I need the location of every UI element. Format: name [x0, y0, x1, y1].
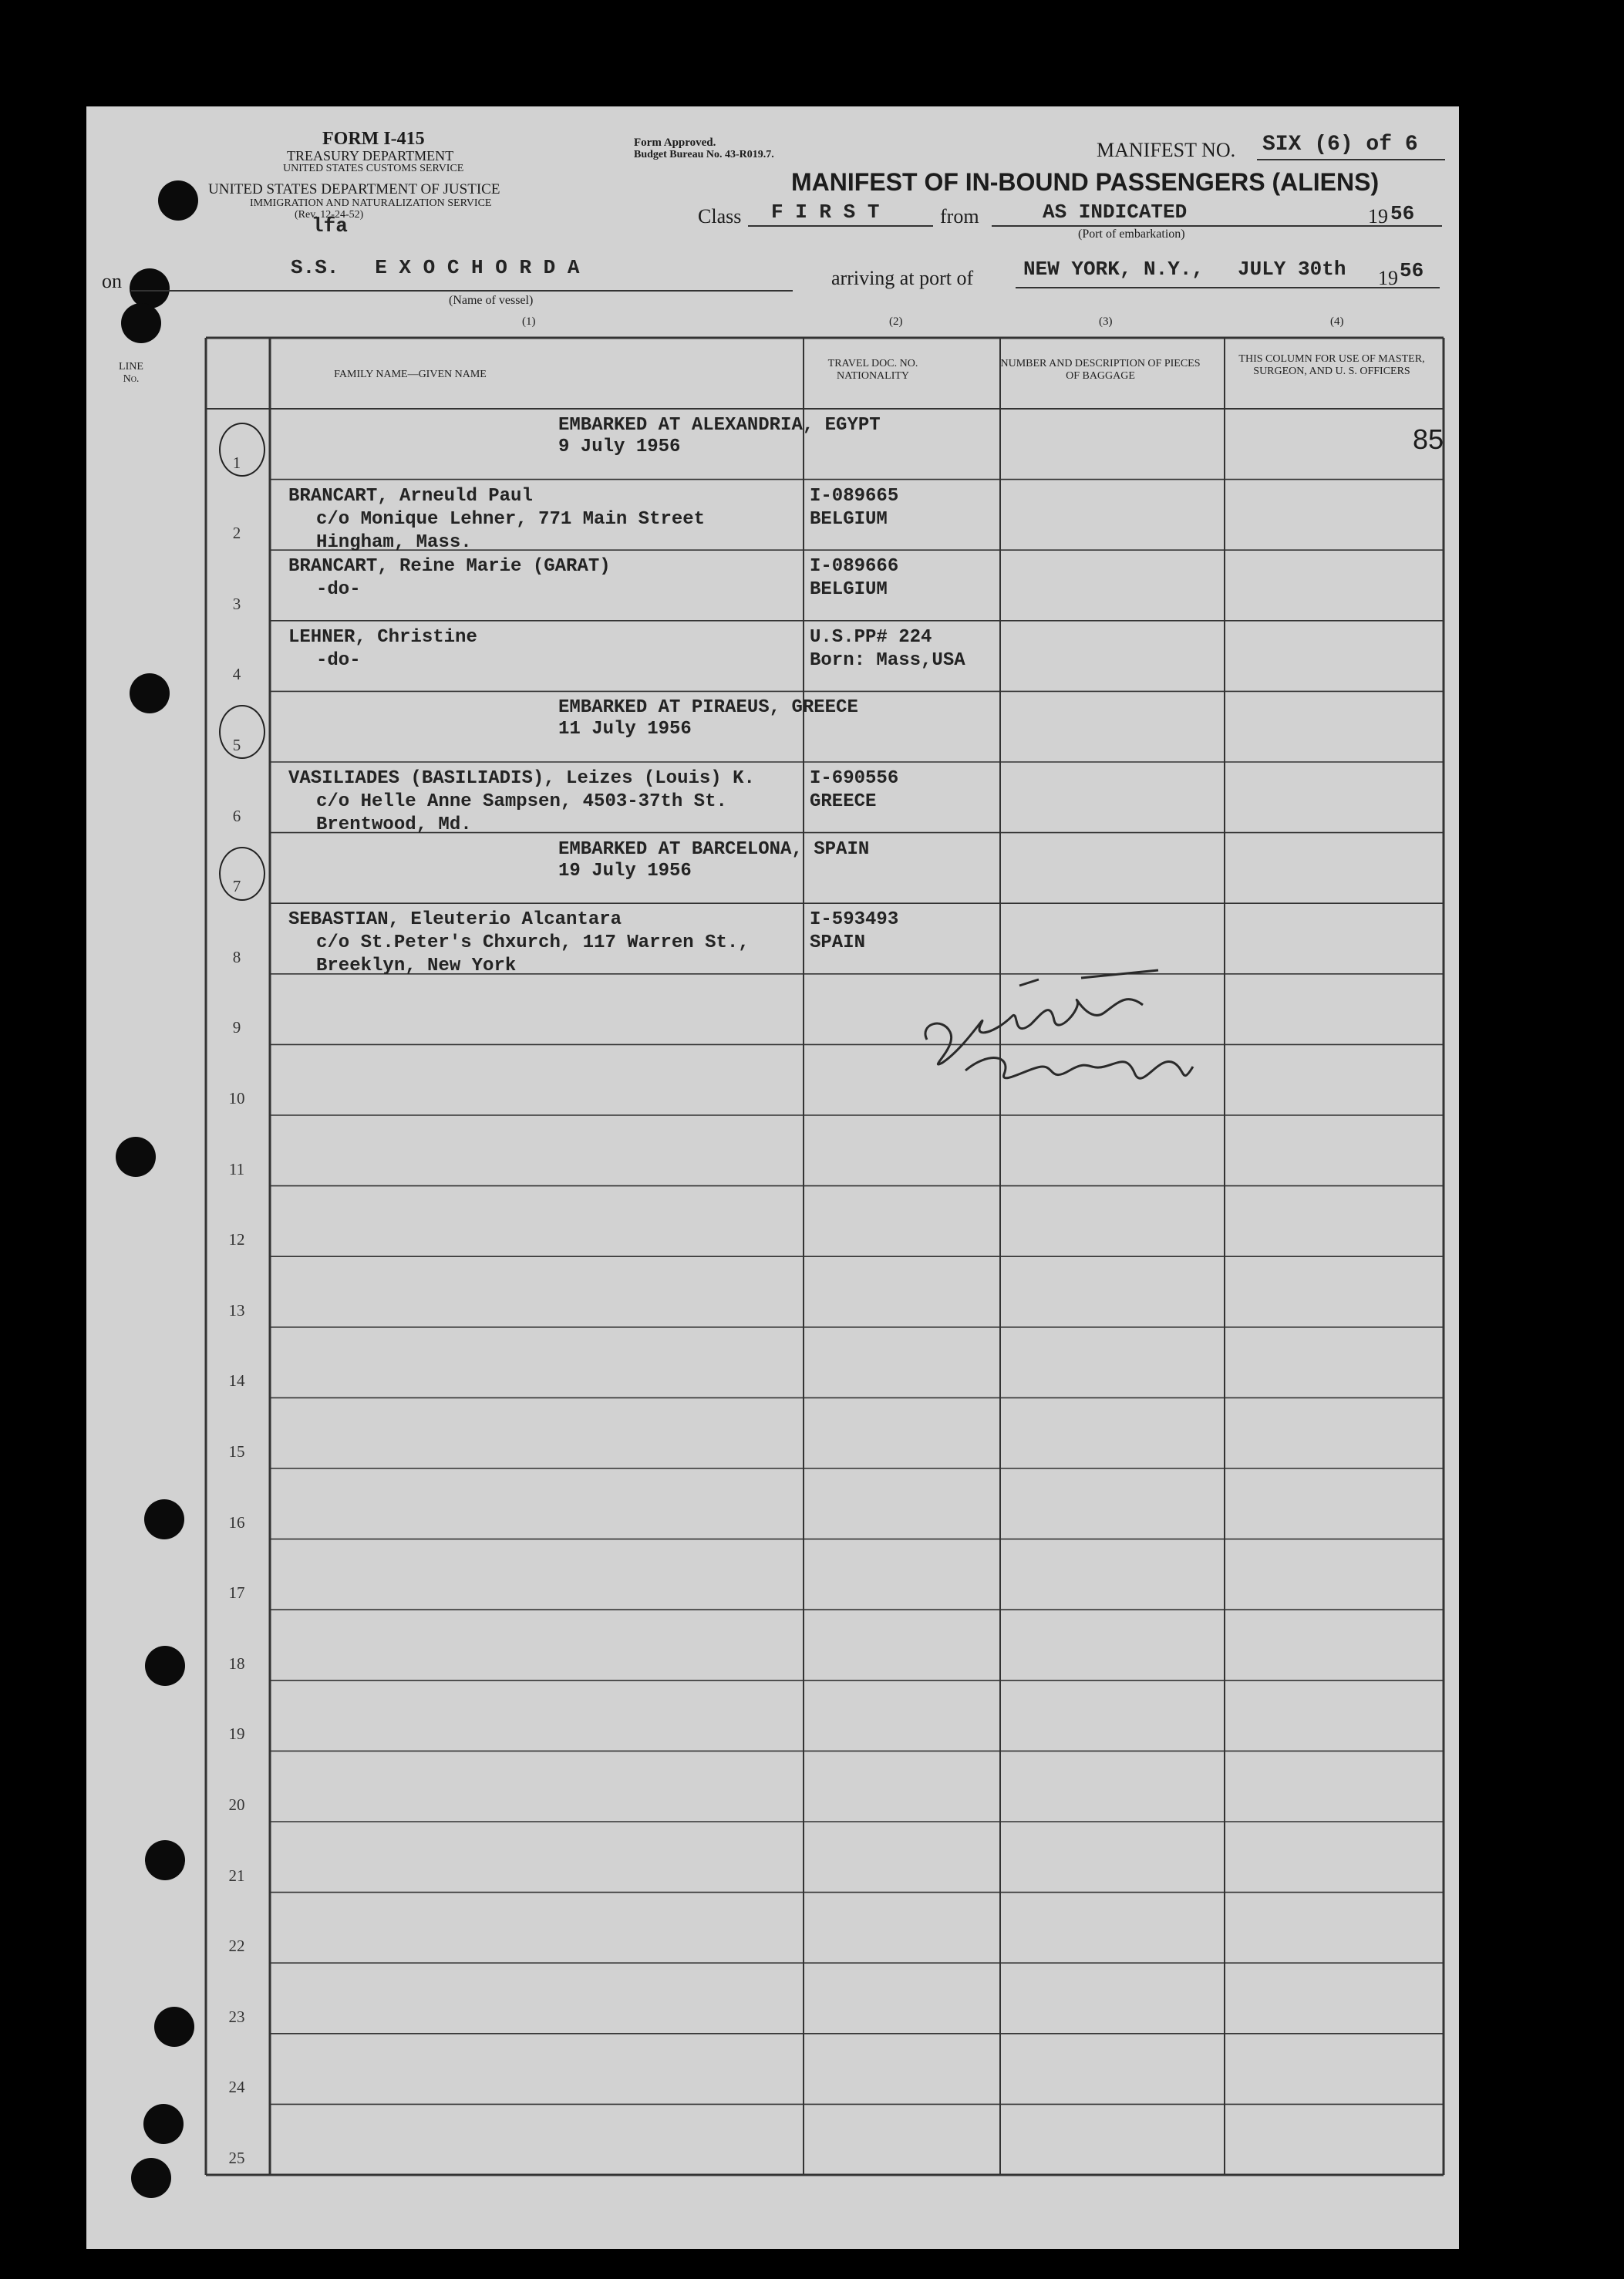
table-row [86, 1397, 1459, 1468]
line-number: 4 [232, 665, 241, 684]
class-label: Class [698, 205, 742, 228]
table-row [86, 1115, 1459, 1186]
header-officers: THIS COLUMN FOR USE OF MASTER, SURGEON, AND U. S. OFFICERS [1238, 353, 1425, 378]
justice-department: UNITED STATES DEPARTMENT OF JUSTICE [208, 181, 500, 197]
arrival-date: JULY 30th [1238, 258, 1346, 281]
line-number: 23 [228, 2007, 245, 2026]
nationality: BELGIUM [810, 508, 888, 530]
lfa-note: lfa [312, 214, 348, 238]
line-number: 11 [228, 1159, 245, 1178]
travel-doc-number: I-593493 [810, 909, 899, 931]
table-row [86, 2034, 1459, 2105]
nationality: Born: Mass,USA [810, 649, 965, 671]
table-row [86, 1893, 1459, 1964]
line-number: 14 [228, 1371, 245, 1391]
column-number-1: (1) [522, 315, 536, 328]
table-row [86, 1327, 1459, 1398]
year-suffix-1: 56 [1390, 202, 1415, 225]
column-number-4: (4) [1330, 315, 1344, 328]
from-value: AS INDICATED [1043, 201, 1188, 224]
passenger-name-line: -do- [316, 649, 361, 671]
line-number: 10 [228, 1088, 245, 1107]
passenger-name-line: Breeklyn, New York [316, 956, 517, 977]
travel-doc-number: I-089665 [810, 485, 899, 507]
table-row [86, 833, 1459, 904]
table-row [86, 691, 1459, 762]
vessel-caption: (Name of vessel) [449, 294, 534, 307]
manifest-no-value: SIX (6) of 6 [1262, 133, 1418, 157]
year-prefix-2: 19 [1378, 267, 1398, 289]
passenger-name-line: c/o St.Peter's Chxurch, 117 Warren St., [316, 932, 750, 954]
table-row [86, 1256, 1459, 1327]
line-number: 21 [228, 1866, 245, 1885]
line-number: 20 [228, 1795, 245, 1814]
header-travel-doc: TRAVEL DOC. NO. NATIONALITY [827, 358, 918, 383]
line-number: 8 [232, 947, 241, 966]
embarkation-line: EMBARKED AT PIRAEUS, GREECE [558, 697, 858, 719]
table-row [86, 1610, 1459, 1681]
nationality: BELGIUM [810, 579, 888, 601]
embarkation-line: EMBARKED AT BARCELONA, SPAIN [558, 838, 870, 860]
table-row [86, 2104, 1459, 2175]
arrival-port: NEW YORK, N.Y., [1023, 258, 1205, 281]
line-number: 5 [232, 735, 241, 754]
table-row [86, 1751, 1459, 1822]
from-label: from [940, 205, 979, 228]
header-family-name: FAMILY NAME—GIVEN NAME [334, 369, 487, 380]
line-number: 7 [232, 877, 241, 896]
line-number: 9 [232, 1018, 241, 1037]
class-value: F I R S T [771, 201, 880, 224]
line-number: 17 [228, 1583, 245, 1603]
line-number: 19 [228, 1724, 245, 1744]
table-row [86, 621, 1459, 692]
table-row [86, 409, 1459, 480]
nationality: GREECE [810, 791, 877, 812]
line-number-circle [219, 705, 265, 759]
table-row [86, 762, 1459, 833]
manifest-no-label: MANIFEST NO. [1097, 139, 1236, 161]
inspector-signature [896, 939, 1220, 1094]
manifest-page [86, 106, 1459, 2249]
table-row [86, 1681, 1459, 1751]
year-suffix-2: 56 [1400, 259, 1424, 282]
line-number: 12 [228, 1230, 245, 1249]
line-number: 18 [228, 1654, 245, 1673]
header-line-no: LINE No. [119, 361, 143, 386]
table-row [86, 1963, 1459, 2034]
passenger-name-line: c/o Monique Lehner, 771 Main Street [316, 508, 706, 530]
line-number: 1 [232, 453, 241, 472]
table-row [86, 550, 1459, 621]
column-number-2: (2) [889, 315, 903, 328]
header-baggage: NUMBER AND DESCRIPTION OF PIECES OF BAGGAGE [1000, 358, 1201, 383]
vessel-name: S.S. E X O C H O R D A [291, 256, 580, 279]
passenger-name-line: BRANCART, Arneuld Paul [288, 485, 533, 507]
ins-service: IMMIGRATION AND NATURALIZATION SERVICE [250, 197, 492, 209]
passenger-name-line: VASILIADES (BASILIADIS), Leizes (Louis) K. [288, 768, 755, 789]
line-number: 25 [228, 2148, 245, 2167]
table-row [86, 480, 1459, 551]
line-number: 6 [232, 806, 241, 825]
form-approved: Form Approved. [634, 137, 716, 149]
passenger-name-line: -do- [316, 579, 361, 601]
line-number: 16 [228, 1512, 245, 1532]
embarkation-line: 11 July 1956 [558, 719, 692, 740]
line-number: 24 [228, 2078, 245, 2097]
document-title: MANIFEST OF IN-BOUND PASSENGERS (ALIENS) [791, 168, 1380, 196]
column-number-3: (3) [1099, 315, 1113, 328]
officer-note: 85 [1413, 423, 1444, 455]
passenger-name-line: SEBASTIAN, Eleuterio Alcantara [288, 909, 622, 931]
line-number-circle [219, 847, 265, 901]
line-number: 22 [228, 1937, 245, 1956]
passenger-name-line: Brentwood, Md. [316, 814, 472, 835]
table-row [86, 1468, 1459, 1539]
line-number: 2 [232, 524, 241, 543]
customs-service: UNITED STATES CUSTOMS SERVICE [283, 163, 464, 174]
table-row [86, 903, 1459, 977]
nationality: SPAIN [810, 932, 866, 954]
passenger-name-line: Hingham, Mass. [316, 531, 472, 553]
port-embarkation-caption: (Port of embarkation) [1078, 228, 1185, 241]
table-row [86, 1186, 1459, 1257]
line-number: 3 [232, 594, 241, 613]
table-row [86, 974, 1459, 1045]
travel-doc-number: I-089666 [810, 556, 899, 578]
table-row [86, 1044, 1459, 1115]
line-number: 15 [228, 1441, 245, 1461]
passenger-name-line: c/o Helle Anne Sampsen, 4503-37th St. [316, 791, 727, 812]
embarkation-line: 9 July 1956 [558, 437, 681, 457]
arriving-label: arriving at port of [831, 267, 974, 289]
table-row [86, 1539, 1459, 1610]
line-number-circle [219, 423, 265, 477]
passenger-name-line: BRANCART, Reine Marie (GARAT) [288, 556, 611, 578]
travel-doc-number: U.S.PP# 224 [810, 626, 932, 648]
form-revision: (Rev. 12-24-52) [295, 209, 364, 221]
embarkation-line: EMBARKED AT ALEXANDRIA, EGYPT [558, 415, 881, 436]
table-row [86, 1822, 1459, 1893]
line-number: 13 [228, 1300, 245, 1320]
form-number: FORM I-415 [322, 129, 425, 149]
passenger-name-line: LEHNER, Christine [288, 626, 477, 648]
year-prefix-1: 19 [1368, 205, 1388, 228]
treasury-department: TREASURY DEPARTMENT [287, 148, 454, 164]
travel-doc-number: I-690556 [810, 768, 899, 789]
on-label: on [102, 270, 122, 292]
budget-bureau: Budget Bureau No. 43-R019.7. [634, 149, 774, 160]
embarkation-line: 19 July 1956 [558, 860, 692, 882]
